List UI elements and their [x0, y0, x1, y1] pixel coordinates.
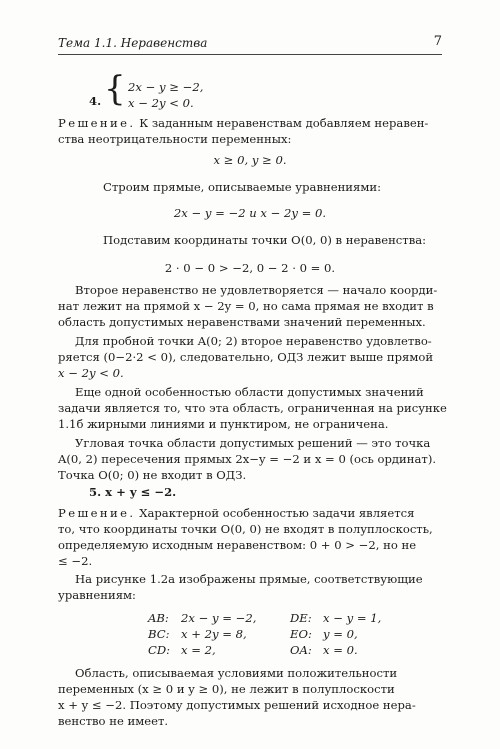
p5-paragraph-3-line-4: венство не имеет.	[58, 714, 169, 728]
paragraph-7-line-1: Угловая точка области допустимых решений — это точка	[75, 436, 431, 450]
eq-label: EO:	[290, 627, 312, 641]
problem-4-number: 4.	[89, 94, 102, 108]
p5-solution-line-3: определяемую исходным неравенством: 0 + 0 > −2, но не	[58, 538, 417, 552]
solution-text: К заданным неравенствам добавляем нерaвен-	[135, 116, 429, 130]
eq-value: x = 2,	[181, 643, 216, 657]
nonnegativity-conditions: x ≥ 0, y ≥ 0.	[213, 153, 287, 167]
line-equations: 2x − y = −2 и x − 2y = 0.	[173, 206, 327, 220]
paragraph-2: Строим прямые, описываемые уравнениями:	[103, 180, 381, 194]
eq-value: x = 0.	[323, 643, 358, 657]
paragraph-6-line-1: Еще одной особенностью области допустимых значений	[75, 385, 424, 399]
paragraph-3: Подставим координаты точки O(0, 0) в неравенства:	[103, 233, 427, 247]
eq-value: y = 0,	[323, 627, 358, 641]
eq-label: DE:	[290, 611, 312, 625]
solution-text: Характерной особенностью задачи является	[135, 506, 415, 520]
paragraph-5-line-2: ряется (0−2·2 < 0), следовательно, ОДЗ лежит выше прямой	[58, 350, 434, 364]
paragraph-6-line-3: 1.1б жирными линиями и пунктиром, не ограничена.	[58, 417, 389, 431]
eq-label: CD:	[148, 643, 171, 657]
p5-paragraph-2-line-1: На рисунке 1.2а изображены прямые, соответствующие	[75, 572, 423, 586]
eq-value: 2x − y = −2,	[181, 611, 257, 625]
paragraph-7-line-2: A(0, 2) пересечения прямых 2x−y = −2 и x = 0 (ось ординат).	[58, 452, 437, 466]
eq-value: x + 2y = 8,	[181, 627, 247, 641]
p5-solution-line-1	[58, 506, 414, 520]
running-header	[58, 36, 442, 55]
eq-label: AB:	[148, 611, 169, 625]
p5-paragraph-3-line-1: Область, описываемая условиями положительности	[75, 666, 398, 680]
page-number: 7	[433, 34, 442, 49]
solution-paragraph-1-line-1	[58, 116, 428, 130]
eq-label: OA:	[290, 643, 312, 657]
p5-paragraph-3-line-3: x + y ≤ −2. Поэтому допустимых решений исходное нера-	[58, 698, 416, 712]
system-inequality-2: x − 2y < 0.	[128, 96, 194, 110]
paragraph-7-line-3: Точка O(0; 0) не входит в ОДЗ.	[58, 468, 247, 482]
p5-paragraph-3-line-2: переменных (x ≥ 0 и y ≥ 0), не лежит в полуплоскости	[58, 682, 395, 696]
paragraph-4-line-1: Второе неравенство не удовлетворяется — начало коорди-	[75, 283, 438, 297]
problem-5-heading: 5. x + y ≤ −2.	[89, 485, 177, 499]
paragraph-4-line-2: нат лежит на прямой x − 2y = 0, но сама прямая не входит в	[58, 299, 434, 313]
p5-solution-line-4: ≤ −2.	[58, 554, 93, 568]
solution-label: Решение.	[58, 506, 136, 520]
solution-paragraph-1-line-2: ства неотрицательности переменных:	[58, 132, 292, 146]
eq-label: BC:	[148, 627, 170, 641]
substitution-equations: 2 · 0 − 0 > −2, 0 − 2 · 0 = 0.	[164, 261, 336, 275]
p5-solution-line-2: то, что координаты точки O(0, 0) не входят в полуплоскость,	[58, 522, 433, 536]
eq-value: x − y = 1,	[323, 611, 382, 625]
paragraph-5-line-3: x − 2y < 0.	[58, 366, 124, 380]
paragraph-5-line-1: Для пробной точки A(0; 2) второе неравенство удовлетво-	[75, 334, 432, 348]
p5-paragraph-2-line-2: уравнениям:	[58, 588, 136, 602]
paragraph-4-line-3: область допустимых неравенствами значений переменных.	[58, 315, 426, 329]
system-brace: {	[104, 69, 126, 109]
solution-label: Решение.	[58, 116, 136, 130]
system-inequality-1: 2x − y ≥ −2,	[128, 80, 204, 94]
chapter-title: Тема 1.1. Неравенства	[58, 36, 208, 50]
paragraph-6-line-2: задачи является то, что эта область, ограниченная на рисунке	[58, 401, 447, 415]
